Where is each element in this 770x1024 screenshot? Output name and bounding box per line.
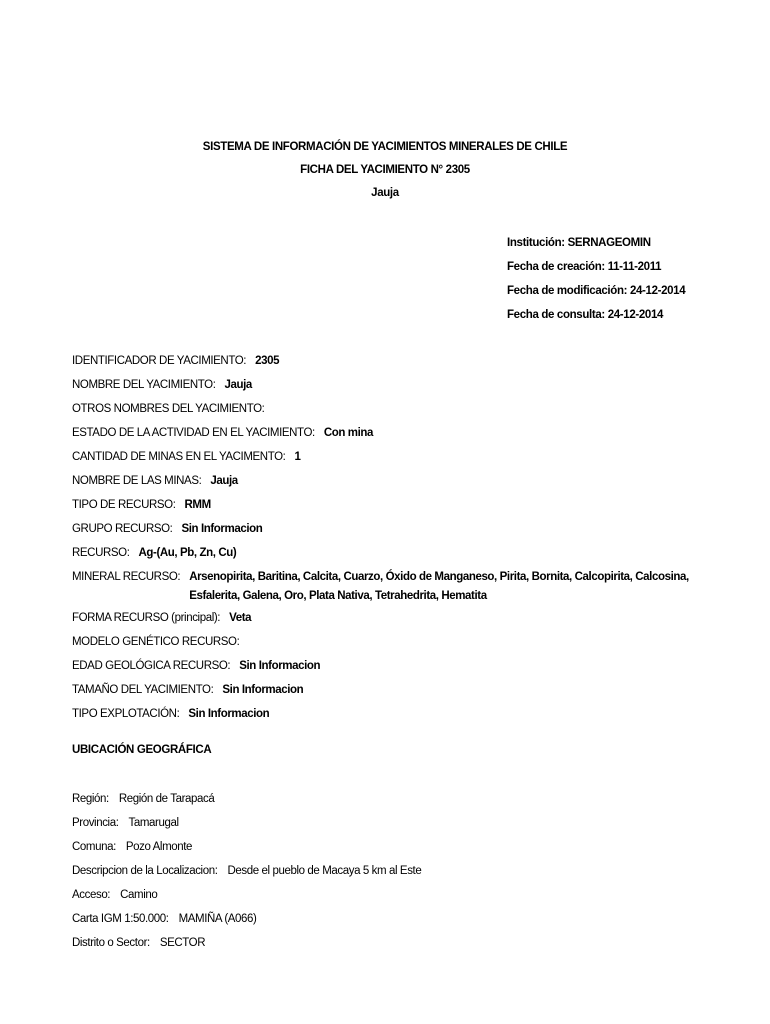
field-row [72, 517, 712, 541]
geo-label: Distrito o Sector: [72, 937, 150, 949]
record-metadata [507, 231, 757, 327]
deposit-fields [72, 349, 712, 726]
field-value: Sin Informacion [222, 684, 304, 696]
field-value: Con mina [323, 427, 374, 439]
geo-label: Provincia: [72, 817, 119, 829]
geo-label: Acceso: [72, 889, 111, 901]
field-row [72, 493, 712, 517]
field-label: RECURSO: [72, 547, 130, 559]
field-row [72, 445, 712, 469]
field-value: Jauja [210, 475, 238, 487]
field-value: Jauja [224, 379, 252, 391]
field-row [72, 421, 712, 445]
section-title-ubicacion: UBICACIÓN GEOGRÁFICA [72, 744, 212, 756]
field-value: Veta [229, 612, 252, 624]
field-row [72, 678, 712, 702]
field-row [72, 397, 712, 421]
geo-value: Tamarugal [128, 817, 179, 829]
geo-row [72, 907, 712, 931]
field-row [72, 349, 712, 373]
field-row [72, 606, 712, 630]
field-value: 2305 [255, 355, 280, 367]
field-row [72, 702, 712, 726]
field-value: Sin Informacion [181, 523, 263, 535]
ficha-title: FICHA DEL YACIMIENTO N° 2305 [300, 164, 470, 176]
field-value: Ag-(Au, Pb, Zn, Cu) [138, 547, 237, 559]
geo-label: Comuna: [72, 841, 116, 853]
field-label: CANTIDAD DE MINAS EN EL YACIMENTO: [72, 451, 286, 463]
field-label: MODELO GENÉTICO RECURSO: [72, 636, 240, 648]
geo-value: Camino [120, 889, 158, 901]
field-label: IDENTIFICADOR DE YACIMIENTO: [72, 355, 247, 367]
geo-row [72, 811, 712, 835]
deposit-name-title: Jauja [371, 187, 399, 199]
field-label: FORMA RECURSO (principal): [72, 612, 221, 624]
field-row [72, 565, 712, 606]
geo-value: MAMIÑA (A066) [178, 913, 257, 925]
geo-value: SECTOR [159, 937, 206, 949]
geo-label: Región: [72, 793, 109, 805]
field-label: TIPO DE RECURSO: [72, 499, 176, 511]
field-label: EDAD GEOLÓGICA RECURSO: [72, 660, 231, 672]
geo-value: Desde el pueblo de Macaya 5 km al Este [227, 865, 422, 877]
field-row [72, 654, 712, 678]
document-header [0, 136, 770, 205]
field-value: 1 [294, 451, 301, 463]
geo-value: Región de Tarapacá [118, 793, 215, 805]
field-label: ESTADO DE LA ACTIVIDAD EN EL YACIMIENTO: [72, 427, 315, 439]
geo-row [72, 883, 712, 907]
geo-row [72, 787, 712, 811]
field-label: OTROS NOMBRES DEL YACIMIENTO: [72, 403, 265, 415]
institution: Institución: SERNAGEOMIN [507, 237, 651, 249]
field-label: GRUPO RECURSO: [72, 523, 173, 535]
geo-row [72, 835, 712, 859]
field-value: RMM [184, 499, 211, 511]
field-label: TIPO EXPLOTACIÓN: [72, 708, 180, 720]
creation-date: Fecha de creación: 11-11-2011 [507, 261, 662, 273]
field-label: NOMBRE DEL YACIMIENTO: [72, 379, 216, 391]
geo-row [72, 859, 712, 883]
field-value: Sin Informacion [239, 660, 321, 672]
geo-row [72, 931, 712, 955]
field-row [72, 469, 712, 493]
geo-label: Carta IGM 1:50.000: [72, 913, 169, 925]
field-value: Arsenopirita, Baritina, Calcita, Cuarzo, Óxido de Manganeso, Pirita, Bornita, Calcopirita, Calcosina, Esfalerita, Galena, Oro, Plata Nativa, Tetrahedrita, Hematita [189, 571, 689, 602]
system-title: SISTEMA DE INFORMACIÓN DE YACIMIENTOS MINERALES DE CHILE [202, 141, 568, 153]
geo-value: Pozo Almonte [125, 841, 193, 853]
modification-date: Fecha de modificación: 24-12-2014 [507, 285, 686, 297]
field-label: TAMAÑO DEL YACIMIENTO: [72, 684, 214, 696]
field-row [72, 630, 712, 654]
geo-label: Descripcion de la Localizacion: [72, 865, 218, 877]
field-row [72, 541, 712, 565]
field-value: Sin Informacion [188, 708, 270, 720]
field-label: NOMBRE DE LAS MINAS: [72, 475, 202, 487]
field-label: MINERAL RECURSO: [72, 571, 181, 583]
geographic-location-fields [72, 787, 712, 955]
field-row [72, 373, 712, 397]
consultation-date: Fecha de consulta: 24-12-2014 [507, 309, 664, 321]
